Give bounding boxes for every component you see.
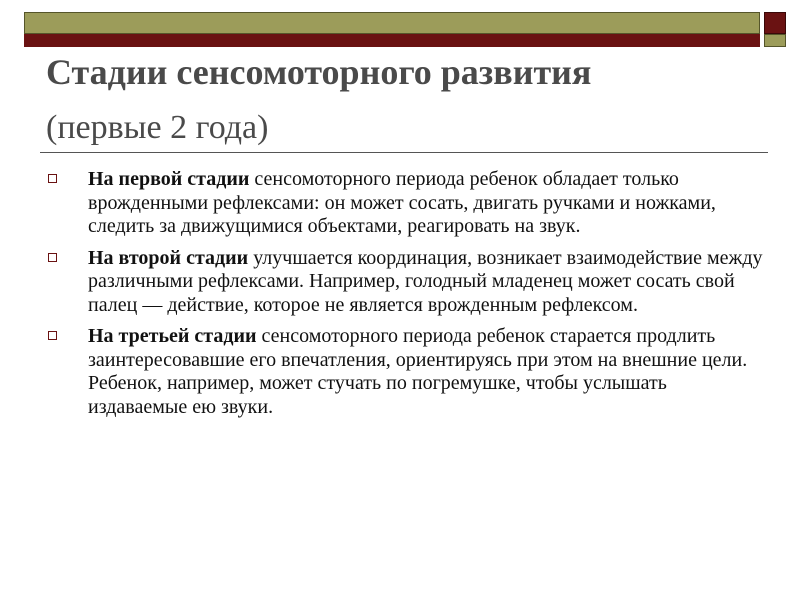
bullet-list: [48, 168, 768, 427]
bullet-item-1: [48, 168, 768, 239]
hollow-square-bullet-icon: [48, 174, 57, 183]
hollow-square-bullet-icon: [48, 253, 57, 262]
hollow-square-bullet-icon: [48, 331, 57, 340]
bullet-item-3: [48, 325, 768, 419]
slide-title-main: Стадии сенсомоторного развития: [46, 52, 592, 92]
corner-square-olive: [764, 34, 786, 47]
corner-square-maroon: [764, 12, 786, 34]
bullet-text: улучшается координация, возникает взаимодействие между различными рефлексами. Например, голодный младенец может сосать свой палец — действие, которое не является врожденным рефлексом.: [88, 246, 763, 316]
bullet-text: сенсомоторного периода ребенок обладает только врожденными рефлексами: он может сосать, двигать ручками и ножками, следить за движущимися объектами, реагировать на звук.: [88, 168, 716, 237]
bullet-item-2: [48, 247, 768, 318]
header-bar-olive: [24, 12, 760, 34]
slide-title-sub: (первые 2 года): [46, 109, 269, 146]
bullet-text: сенсомоторного периода ребенок старается продлить заинтересовавшие его впечатления, ориентируясь при этом на внешние цели. Ребенок, например, может стучать по погремушке, чтобы услышать издаваемые ею звуки.: [88, 325, 748, 418]
bullet-lead: На второй стадии: [88, 246, 249, 269]
bullet-lead: На первой стадии: [88, 168, 250, 190]
slide-title: [46, 44, 591, 156]
bullet-lead: На третьей стадии: [88, 325, 257, 347]
title-divider: [40, 152, 768, 153]
